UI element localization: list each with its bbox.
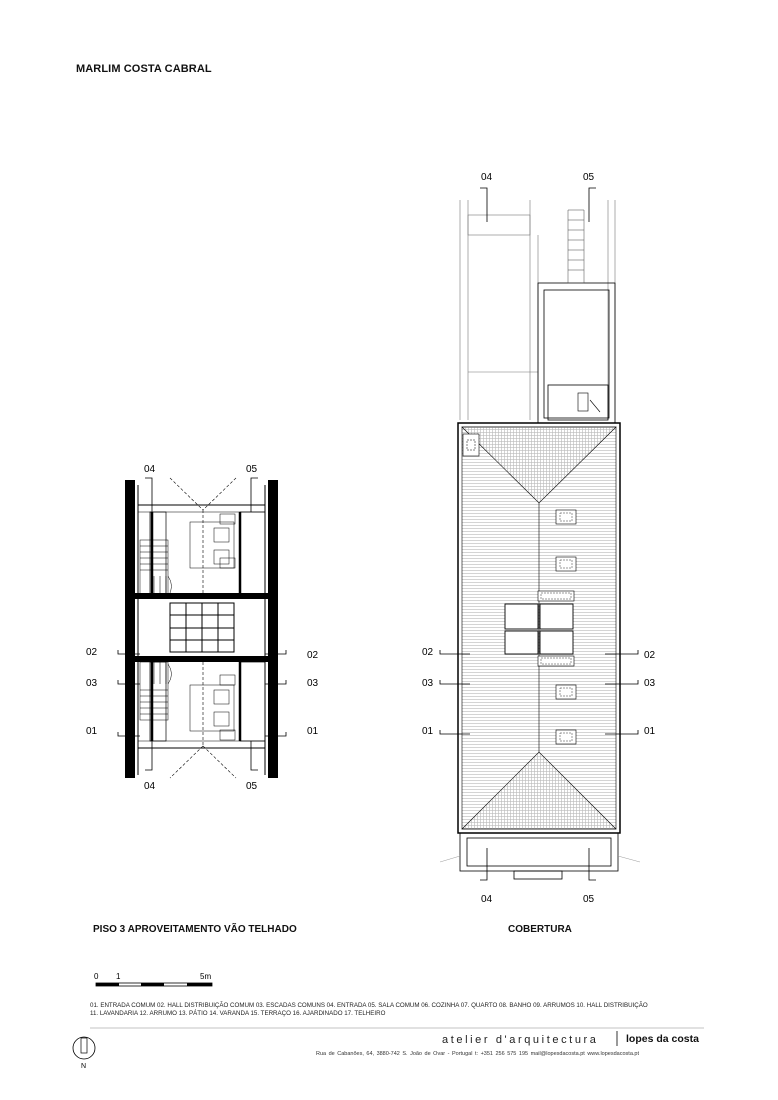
- plan-title-left: PISO 3 APROVEITAMENTO VÃO TELHADO: [93, 924, 297, 935]
- section-label-02-right-b: 02: [644, 650, 656, 661]
- section-label-04-bottom-left: 04: [144, 781, 156, 792]
- section-label-02-left-a: 02: [86, 647, 98, 658]
- section-label-04-bottom-right: 04: [481, 894, 493, 905]
- project-title: MARLIM COSTA CABRAL: [76, 63, 212, 75]
- section-label-04-top-left: 04: [144, 464, 156, 475]
- scale-label-end: 5m: [200, 972, 212, 981]
- section-label-03-left-a: 03: [86, 678, 98, 689]
- plan-title-right: COBERTURA: [508, 924, 572, 935]
- section-label-01-right-a: 01: [422, 726, 434, 737]
- section-label-05-top-left: 05: [246, 464, 258, 475]
- section-label-03-right-b: 03: [644, 678, 656, 689]
- section-label-01-right-b: 01: [644, 726, 656, 737]
- roof-plan-cobertura: [440, 200, 640, 879]
- section-label-05-bottom-right: 05: [583, 894, 595, 905]
- legend-line-1: 01. ENTRADA COMUM 02. HALL DISTRIBUIÇÃO COMUM 03. ESCADAS COMUNS 04. ENTRADA 05. SALA COMUM 06. COZINHA 07. QUARTO 08. BANHO 09. ARRUMOS 10. HALL DISTRIBUIÇÃO: [90, 1002, 648, 1009]
- floor-plan-piso-3: [125, 478, 278, 778]
- section-label-05-top-right: 05: [583, 172, 595, 183]
- footer-atelier: atelier d'arquitectura: [442, 1034, 599, 1046]
- section-label-02-right-a: 02: [422, 647, 434, 658]
- section-label-03-left-b: 03: [307, 678, 319, 689]
- scale-label-start: 0: [94, 972, 99, 981]
- section-label-03-right-a: 03: [422, 678, 434, 689]
- section-label-05-bottom-left: 05: [246, 781, 258, 792]
- section-label-02-left-b: 02: [307, 650, 319, 661]
- section-label-01-left-b: 01: [307, 726, 319, 737]
- section-label-04-top-right: 04: [481, 172, 493, 183]
- scale-bar: [94, 972, 212, 986]
- section-label-01-left-a: 01: [86, 726, 98, 737]
- footer-address: Rua de Cabanões, 64, 3880-742 S. João de Ovar - Portugal t: +351 256 575 195 mail@lopesdacosta.pt www.lopesdacosta.pt: [316, 1051, 639, 1057]
- legend-line-2: 11. LAVANDARIA 12. ARRUMO 13. PÁTIO 14. VARANDA 15. TERRAÇO 16. AJARDINADO 17. TELHEIRO: [90, 1010, 386, 1017]
- scale-label-mid: 1: [116, 972, 121, 981]
- north-arrow-icon: [73, 1037, 95, 1070]
- footer-brand: lopes da costa: [626, 1033, 699, 1045]
- north-label: N: [81, 1063, 87, 1070]
